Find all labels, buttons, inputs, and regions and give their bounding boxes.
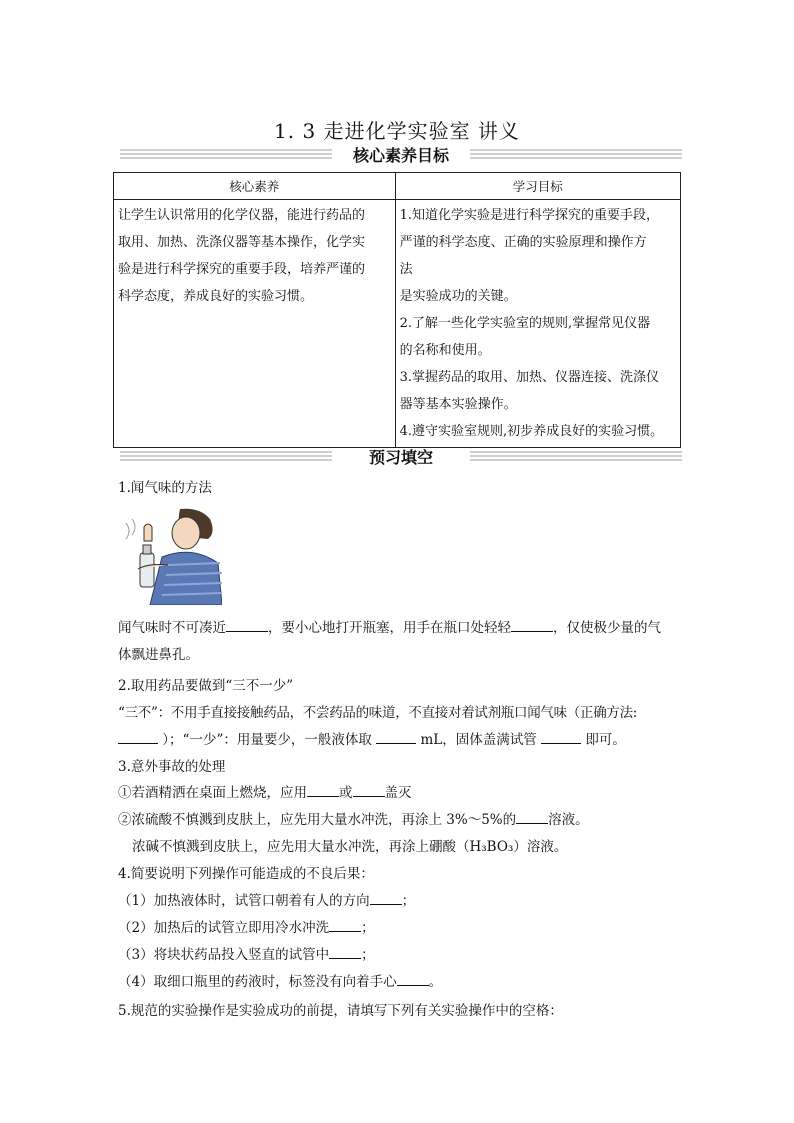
table-header: 核心素养 — [114, 173, 396, 200]
text-span: （1）加热液体时，试管口朝着有人的方向 — [118, 893, 370, 909]
answer-blank[interactable] — [541, 730, 581, 744]
answer-blank[interactable] — [118, 730, 158, 744]
table-line: 严谨的科学态度、正确的实验原理和操作方 — [399, 235, 647, 250]
table-line: 的名称和使用。 — [399, 343, 491, 358]
table-line: 法 — [399, 262, 413, 277]
table-line: 2.了解一些化学实验室的规则,掌握常见仪器 — [399, 316, 651, 331]
learning-goals-cell — [395, 200, 680, 448]
answer-blank[interactable] — [397, 972, 429, 986]
text-span: （4）取细口瓶里的药液时，标签没有向着手心 — [118, 974, 397, 990]
question-2-line — [118, 728, 626, 748]
answer-blank[interactable] — [516, 810, 548, 824]
text-span: mL，固体盖满试管 — [420, 732, 537, 748]
text-span: 或 — [339, 785, 353, 801]
section-heading: 预习填空 — [368, 448, 433, 467]
table-line: 是实验成功的关键。 — [399, 289, 517, 304]
text-span: ； — [361, 947, 375, 963]
list-item — [118, 943, 375, 963]
answer-blank[interactable] — [353, 783, 385, 797]
question-3-line — [118, 781, 412, 801]
answer-blank[interactable] — [376, 730, 416, 744]
list-item — [118, 889, 415, 909]
text-span: ； — [361, 920, 375, 936]
answer-blank[interactable] — [370, 891, 402, 905]
text-span: ，仅使极少量的气 — [553, 620, 661, 636]
text-span: （3）将块状药品投入竖直的试管中 — [118, 947, 330, 963]
text-span: ②浓硫酸不慎溅到皮肤上，应先用大量水冲洗，再涂上 3%～5%的 — [118, 812, 517, 828]
text-span: ，要小心地打开瓶塞，用手在瓶口处轻轻 — [268, 620, 511, 636]
core-literacy-cell — [114, 200, 396, 448]
table-line: 验是进行科学探究的重要手段，培养严谨的 — [118, 262, 366, 277]
table-line: 器等基本实验操作。 — [399, 397, 517, 412]
answer-blank[interactable] — [307, 783, 339, 797]
text-span: ； — [401, 893, 416, 909]
question-heading: 1.闻气味的方法 — [118, 480, 212, 496]
table-line: 3.掌握药品的取用、加热、仪器连接、洗涤仪 — [399, 370, 659, 385]
text-span: 闻气味时不可凑近 — [118, 620, 226, 636]
table-line: 科学态度，养成良好的实验习惯。 — [118, 289, 314, 304]
list-item — [118, 916, 375, 936]
table-header: 学习目标 — [395, 173, 680, 200]
question-heading: 4.简要说明下列操作可能造成的不良后果： — [118, 866, 374, 882]
section-banner-preview — [120, 445, 682, 469]
table-line: 让学生认识常用的化学仪器，能进行药品的 — [118, 208, 366, 223]
answer-blank[interactable] — [329, 918, 361, 932]
page-title: 1. 3 走进化学实验室 讲义 — [274, 119, 520, 143]
table-line: 取用、加热、洗涤仪器等基本操作，化学实 — [118, 235, 366, 250]
section-heading: 核心素养目标 — [352, 146, 449, 165]
smelling-illustration — [118, 505, 222, 605]
list-item — [118, 970, 442, 990]
text-span: 体飘进鼻孔。 — [118, 647, 199, 663]
table-line: 1.知道化学实验是进行科学探究的重要手段， — [399, 208, 659, 223]
question-heading: 3.意外事故的处理 — [118, 759, 226, 775]
table-line: 4.遵守实验室规则,初步养成良好的实验习惯。 — [399, 424, 664, 439]
section-banner-goals — [120, 143, 682, 167]
question-heading: 2.取用药品要做到“三不一少” — [118, 678, 294, 694]
question-2-line: “三不”：不用手直接接触药品，不尝药品的味道，不直接对着试剂瓶口闻气味（正确方法: — [118, 705, 638, 721]
answer-blank[interactable] — [511, 618, 553, 632]
text-span: 溶液。 — [548, 812, 589, 828]
goals-table — [113, 172, 681, 448]
answer-blank[interactable] — [329, 945, 361, 959]
text-span: 盖灭 — [384, 785, 412, 801]
question-3-line: 浓碱不慎溅到皮肤上，应先用大量水冲洗，再涂上硼酸（H₃BO₃）溶液。 — [132, 839, 568, 855]
text-span: 即可。 — [585, 732, 626, 748]
question-3-line — [118, 808, 589, 828]
question-heading: 5.规范的实验操作是实验成功的前提，请填写下列有关实验操作中的空格： — [118, 1003, 563, 1019]
question-1-text — [118, 615, 680, 669]
text-span: ）；“一少”：用量要少，一般液体取 — [162, 732, 372, 748]
answer-blank[interactable] — [226, 618, 268, 632]
text-span: （2）加热后的试管立即用冷水冲洗 — [118, 920, 330, 936]
text-span: 。 — [428, 974, 443, 990]
text-span: ①若酒精洒在桌面上燃烧，应用 — [118, 785, 307, 801]
